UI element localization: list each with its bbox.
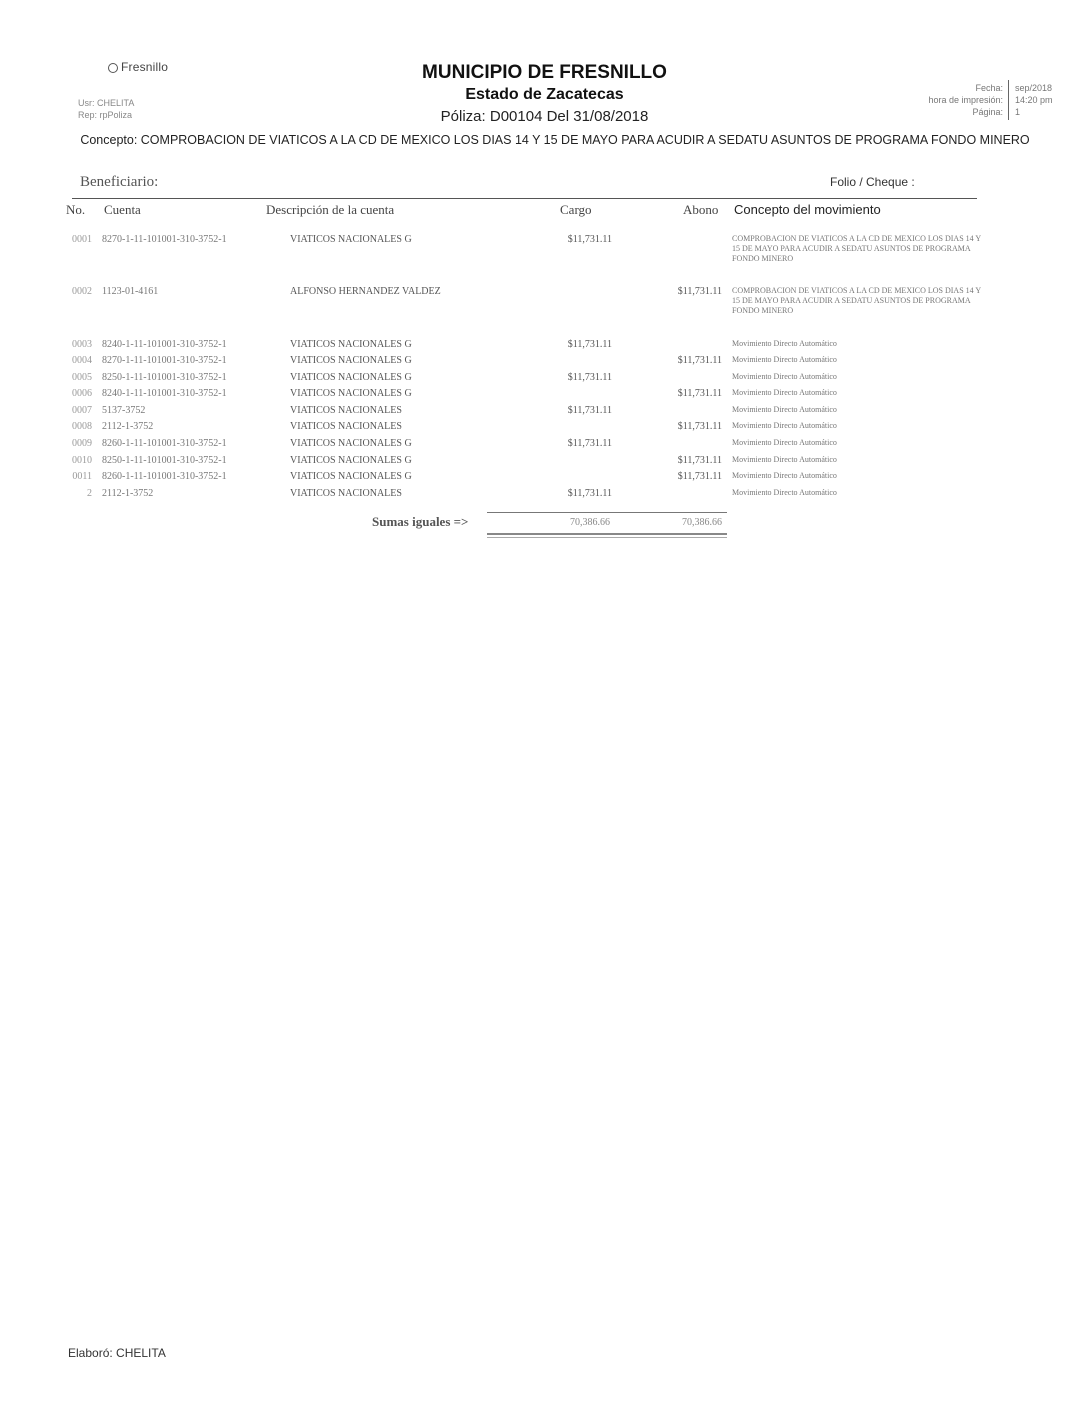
- totals-label: Sumas iguales =>: [372, 514, 469, 529]
- row-concepto: Movimiento Directo Automático: [732, 355, 837, 364]
- row-cuenta: 2112-1-3752: [102, 488, 154, 499]
- row-number: 0003: [72, 339, 92, 350]
- fecha-label: Fecha:: [975, 83, 1003, 93]
- row-cargo: $11,731.11: [567, 438, 612, 449]
- poliza-line: Póliza: D00104 Del 31/08/2018: [440, 108, 649, 125]
- logo-text: Fresnillo: [121, 60, 169, 74]
- pagina-label: Página:: [972, 107, 1003, 117]
- row-cuenta: 2112-1-3752: [102, 421, 154, 432]
- row-number: 0010: [72, 455, 92, 466]
- header-rule: [72, 198, 977, 199]
- row-abono: $11,731.11: [677, 388, 722, 399]
- row-concepto: Movimiento Directo Automático: [732, 455, 837, 464]
- row-descripcion: VIATICOS NACIONALES G: [290, 455, 412, 466]
- row-cargo: $11,731.11: [567, 405, 612, 416]
- row-number: 0001: [72, 234, 92, 245]
- elaboro-footer: Elaboró: CHELITA: [68, 1346, 166, 1360]
- totals-top-rule: [487, 512, 727, 513]
- report-label: Rep: rpPoliza: [78, 110, 133, 120]
- row-cargo: $11,731.11: [567, 488, 612, 499]
- hora-value: 14:20 pm: [1015, 95, 1053, 105]
- row-cuenta: 8270-1-11-101001-310-3752-1: [102, 355, 227, 366]
- column-header-abono: Abono: [683, 202, 719, 217]
- row-abono: $11,731.11: [677, 455, 722, 466]
- meta-divider: [1008, 80, 1009, 120]
- row-concepto: Movimiento Directo Automático: [732, 388, 837, 397]
- fecha-value: sep/2018: [1015, 83, 1053, 93]
- row-cuenta: 8260-1-11-101001-310-3752-1: [102, 471, 227, 482]
- row-descripcion: VIATICOS NACIONALES G: [290, 372, 412, 383]
- concepto-text: Concepto: COMPROBACION DE VIATICOS A LA CD DE MEXICO LOS DIAS 14 Y 15 DE MAYO PARA ACUDIR A SEDATU ASUNTOS DE PROGRAMA FONDO MINERO: [80, 133, 1030, 147]
- totals-double-rule-2: [487, 537, 727, 538]
- row-cuenta: 8250-1-11-101001-310-3752-1: [102, 372, 227, 383]
- row-cargo: $11,731.11: [567, 339, 612, 350]
- row-cuenta: 8260-1-11-101001-310-3752-1: [102, 438, 227, 449]
- row-number: 0011: [72, 471, 92, 482]
- column-header-no: No.: [66, 202, 86, 217]
- row-concepto: Movimiento Directo Automático: [732, 421, 837, 430]
- row-concepto: Movimiento Directo Automático: [732, 438, 837, 447]
- column-header-cargo: Cargo: [560, 202, 592, 217]
- row-concepto: Movimiento Directo Automático: [732, 339, 837, 348]
- beneficiario-label: Beneficiario:: [80, 174, 159, 190]
- row-descripcion: VIATICOS NACIONALES G: [290, 471, 412, 482]
- row-number: 0009: [72, 438, 92, 449]
- pagina-value: 1: [1015, 107, 1021, 117]
- user-label: Usr: CHELITA: [78, 98, 135, 108]
- totals-double-rule: [487, 533, 727, 535]
- hora-label: hora de impresión:: [928, 95, 1003, 105]
- row-descripcion: ALFONSO HERNANDEZ VALDEZ: [290, 286, 441, 297]
- column-header-descripcion: Descripción de la cuenta: [266, 202, 395, 217]
- row-number: 0002: [72, 286, 92, 297]
- row-number: 0007: [72, 405, 92, 416]
- totals-abono: 70,386.66: [682, 517, 722, 528]
- row-concepto: Movimiento Directo Automático: [732, 471, 837, 480]
- row-concepto: COMPROBACION DE VIATICOS A LA CD DE MEXICO LOS DIAS 14 Y 15 DE MAYO PARA ACUDIR A SEDATU ASUNTOS DE PROGRAMA FONDO MINERO: [732, 286, 981, 315]
- row-cuenta: 8250-1-11-101001-310-3752-1: [102, 455, 227, 466]
- row-cuenta: 8270-1-11-101001-310-3752-1: [102, 234, 227, 245]
- row-concepto: Movimiento Directo Automático: [732, 488, 837, 497]
- page-title: MUNICIPIO DE FRESNILLO: [422, 62, 667, 83]
- row-abono: $11,731.11: [677, 286, 722, 297]
- row-descripcion: VIATICOS NACIONALES G: [290, 355, 412, 366]
- row-cargo: $11,731.11: [567, 234, 612, 245]
- row-cuenta: 1123-01-4161: [102, 286, 159, 297]
- row-cuenta: 8240-1-11-101001-310-3752-1: [102, 388, 227, 399]
- row-abono: $11,731.11: [677, 421, 722, 432]
- row-number: 2: [87, 488, 92, 499]
- row-descripcion: VIATICOS NACIONALES: [290, 405, 402, 416]
- row-descripcion: VIATICOS NACIONALES G: [290, 339, 412, 350]
- row-concepto: Movimiento Directo Automático: [732, 405, 837, 414]
- row-concepto: Movimiento Directo Automático: [732, 372, 837, 381]
- row-cargo: $11,731.11: [567, 372, 612, 383]
- row-descripcion: VIATICOS NACIONALES: [290, 421, 402, 432]
- row-number: 0004: [72, 355, 92, 366]
- totals-cargo: 70,386.66: [570, 517, 610, 528]
- column-header-cuenta: Cuenta: [104, 202, 141, 217]
- folio-label: Folio / Cheque :: [830, 175, 915, 189]
- row-descripcion: VIATICOS NACIONALES G: [290, 388, 412, 399]
- row-concepto: COMPROBACION DE VIATICOS A LA CD DE MEXICO LOS DIAS 14 Y 15 DE MAYO PARA ACUDIR A SEDATU ASUNTOS DE PROGRAMA FONDO MINERO: [732, 234, 981, 263]
- row-abono: $11,731.11: [677, 471, 722, 482]
- page-subtitle: Estado de Zacatecas: [465, 86, 624, 103]
- row-descripcion: VIATICOS NACIONALES G: [290, 438, 412, 449]
- column-header-concepto: Concepto del movimiento: [734, 202, 881, 217]
- row-descripcion: VIATICOS NACIONALES: [290, 488, 402, 499]
- row-cuenta: 5137-3752: [102, 405, 146, 416]
- row-number: 0008: [72, 421, 92, 432]
- row-number: 0005: [72, 372, 92, 383]
- row-cuenta: 8240-1-11-101001-310-3752-1: [102, 339, 227, 350]
- row-number: 0006: [72, 388, 92, 399]
- row-descripcion: VIATICOS NACIONALES G: [290, 234, 412, 245]
- row-abono: $11,731.11: [677, 355, 722, 366]
